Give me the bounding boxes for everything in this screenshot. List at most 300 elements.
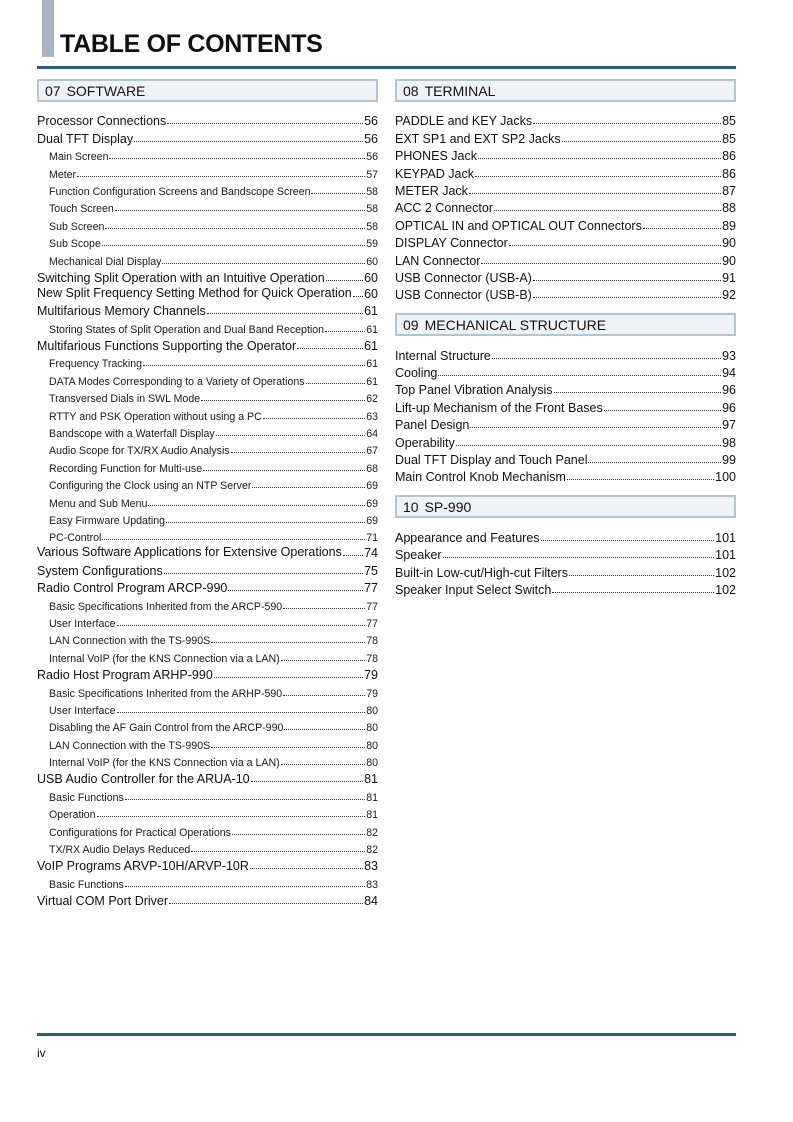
toc-subentry[interactable] xyxy=(37,440,378,457)
toc-subentry[interactable] xyxy=(37,752,378,769)
toc-entry[interactable] xyxy=(395,562,736,579)
entry-title: Top Panel Vibration Analysis xyxy=(395,383,553,398)
entry-page-number: 102 xyxy=(715,565,736,580)
toc-subentry[interactable] xyxy=(37,388,378,405)
dot-leader xyxy=(456,445,721,446)
entry-title: Transversed Dials in SWL Mode xyxy=(49,393,201,406)
toc-entry[interactable] xyxy=(395,146,736,163)
toc-subentry[interactable] xyxy=(37,215,378,232)
entry-title: Multifarious Functions Supporting the Operator xyxy=(37,339,297,354)
entry-page-number: 61 xyxy=(366,323,378,336)
dot-leader xyxy=(353,296,363,297)
entry-page-number: 60 xyxy=(364,286,378,301)
entry-page-number: 80 xyxy=(366,704,378,717)
entry-title: Basic Specifications Inherited from the ARCP-590 xyxy=(49,600,283,613)
entry-title: Panel Design xyxy=(395,418,470,433)
entry-title: Operability xyxy=(395,435,455,450)
entry-page-number: 59 xyxy=(366,238,378,251)
dot-leader xyxy=(77,176,365,177)
entry-page-number: 87 xyxy=(722,183,736,198)
toc-subentry[interactable] xyxy=(37,370,378,387)
entry-title: Lift-up Mechanism of the Front Bases xyxy=(395,400,603,415)
toc-subentry[interactable] xyxy=(37,786,378,803)
section-header xyxy=(395,79,736,102)
dot-leader xyxy=(203,470,365,471)
entry-page-number: 79 xyxy=(366,687,378,700)
dot-leader xyxy=(284,729,365,730)
entry-title: PADDLE and KEY Jacks xyxy=(395,114,533,129)
dot-leader xyxy=(148,505,365,506)
entry-page-number: 81 xyxy=(366,791,378,804)
entry-title: Basic Specifications Inherited from the ARHP-590 xyxy=(49,687,283,700)
dot-leader xyxy=(283,695,365,696)
dot-leader xyxy=(164,573,363,574)
dot-leader xyxy=(554,392,722,393)
toc-subentry[interactable] xyxy=(37,250,378,267)
entry-page-number: 96 xyxy=(722,400,736,415)
dot-leader xyxy=(228,590,363,591)
dot-leader xyxy=(541,540,715,541)
entry-page-number: 89 xyxy=(722,218,736,233)
dot-leader xyxy=(211,642,365,643)
entry-page-number: 100 xyxy=(715,470,736,485)
entry-title: VoIP Programs ARVP-10H/ARVP-10R xyxy=(37,859,249,874)
entry-title: Configuring the Clock using an NTP Server xyxy=(49,480,252,493)
entry-page-number: 86 xyxy=(722,166,736,181)
entry-title: PC-Control xyxy=(49,532,102,545)
entry-title: System Configurations xyxy=(37,563,163,578)
entry-title: New Split Frequency Setting Method for Quick Operation xyxy=(37,285,352,300)
toc-subentry[interactable] xyxy=(37,233,378,250)
entry-page-number: 58 xyxy=(366,185,378,198)
toc-entry[interactable] xyxy=(395,163,736,180)
dot-leader xyxy=(481,263,721,264)
toc-entry[interactable] xyxy=(37,578,378,595)
toc-subentry[interactable] xyxy=(37,510,378,527)
entry-page-number: 62 xyxy=(366,393,378,406)
toc-subentry[interactable] xyxy=(37,163,378,180)
dot-leader xyxy=(117,625,366,626)
section-title: SOFTWARE xyxy=(66,82,146,99)
toc-entry[interactable] xyxy=(395,268,736,285)
entry-page-number: 69 xyxy=(366,497,378,510)
entry-page-number: 56 xyxy=(364,131,378,146)
dot-leader xyxy=(166,522,365,523)
entry-page-number: 81 xyxy=(364,772,378,787)
entry-title: Main Screen xyxy=(49,151,109,164)
dot-leader xyxy=(325,331,365,332)
dot-leader xyxy=(251,781,363,782)
toc-entry[interactable] xyxy=(37,856,378,873)
toc-subentry[interactable] xyxy=(37,821,378,838)
entry-title: Sub Screen xyxy=(49,220,105,233)
entry-title: Multifarious Memory Channels xyxy=(37,304,206,319)
entry-title: Frequency Tracking xyxy=(49,358,143,371)
toc-subentry[interactable] xyxy=(37,595,378,612)
dot-leader xyxy=(231,452,366,453)
entry-title: Basic Functions xyxy=(49,878,124,891)
toc-subentry[interactable] xyxy=(37,700,378,717)
dot-leader xyxy=(469,193,721,194)
toc-entry[interactable] xyxy=(395,397,736,414)
footer-divider xyxy=(37,1033,736,1036)
entry-page-number: 82 xyxy=(366,826,378,839)
entry-title: Operation xyxy=(49,809,96,822)
section-number: 10 xyxy=(403,498,419,515)
dot-leader xyxy=(125,799,365,800)
entry-page-number: 56 xyxy=(366,151,378,164)
section-number: 07 xyxy=(45,82,61,99)
dot-leader xyxy=(211,747,365,748)
entry-page-number: 85 xyxy=(722,114,736,129)
toc-entry[interactable] xyxy=(37,544,378,560)
entry-page-number: 101 xyxy=(715,548,736,563)
entry-page-number: 60 xyxy=(366,255,378,268)
entry-page-number: 83 xyxy=(364,859,378,874)
entry-title: Radio Control Program ARCP-990 xyxy=(37,581,228,596)
dot-leader xyxy=(263,418,365,419)
toc-subentry[interactable] xyxy=(37,613,378,630)
entry-page-number: 63 xyxy=(366,410,378,423)
entry-title: Processor Connections xyxy=(37,114,167,129)
entry-title: EXT SP1 and EXT SP2 Jacks xyxy=(395,131,561,146)
entry-page-number: 90 xyxy=(722,236,736,251)
entry-title: Speaker Input Select Switch xyxy=(395,582,552,597)
dot-leader xyxy=(191,851,365,852)
section-title: MECHANICAL STRUCTURE xyxy=(424,316,607,333)
dot-leader xyxy=(162,263,365,264)
dot-leader xyxy=(569,575,714,576)
entry-page-number: 78 xyxy=(366,652,378,665)
entry-page-number: 99 xyxy=(722,453,736,468)
dot-leader xyxy=(604,410,721,411)
entry-title: Touch Screen xyxy=(49,203,114,216)
dot-leader xyxy=(281,764,366,765)
entry-page-number: 64 xyxy=(366,428,378,441)
right-column xyxy=(395,79,736,597)
toc-subentry[interactable] xyxy=(37,405,378,422)
dot-leader xyxy=(201,400,365,401)
toc-subentry[interactable] xyxy=(37,423,378,440)
entry-page-number: 91 xyxy=(722,270,736,285)
dot-leader xyxy=(438,375,721,376)
dot-leader xyxy=(509,245,721,246)
entry-title: Cooling xyxy=(395,366,438,381)
entry-title: USB Audio Controller for the ARUA-10 xyxy=(37,772,250,787)
entry-page-number: 80 xyxy=(366,757,378,770)
toc-entry-list xyxy=(395,345,736,484)
section-title: SP-990 xyxy=(424,498,472,515)
toc-subentry[interactable] xyxy=(37,475,378,492)
toc-subentry[interactable] xyxy=(37,146,378,163)
toc-entry[interactable] xyxy=(395,450,736,467)
toc-entry[interactable] xyxy=(37,111,378,128)
toc-entry[interactable] xyxy=(37,665,378,682)
dot-leader xyxy=(115,210,365,211)
toc-entry[interactable] xyxy=(395,380,736,397)
entry-page-number: 90 xyxy=(722,253,736,268)
dot-leader xyxy=(443,557,715,558)
toc-entry[interactable] xyxy=(37,301,378,318)
dot-leader xyxy=(216,435,366,436)
entry-title: USB Connector (USB-B) xyxy=(395,288,532,303)
dot-leader xyxy=(207,313,363,314)
entry-title: Dual TFT Display and Touch Panel xyxy=(395,453,588,468)
dot-leader xyxy=(533,280,721,281)
entry-page-number: 61 xyxy=(366,358,378,371)
entry-title: Menu and Sub Menu xyxy=(49,497,148,510)
dot-leader xyxy=(567,479,714,480)
section-header xyxy=(395,495,736,518)
entry-title: Function Configuration Screens and Bandscope Screen xyxy=(49,185,311,198)
entry-page-number: 61 xyxy=(364,339,378,354)
dot-leader xyxy=(562,141,721,142)
entry-title: LAN Connector xyxy=(395,253,481,268)
toc-entry[interactable] xyxy=(395,250,736,267)
entry-title: Bandscope with a Waterfall Display xyxy=(49,428,215,441)
dot-leader xyxy=(125,886,365,887)
dot-leader xyxy=(105,228,365,229)
dot-leader xyxy=(492,358,721,359)
toc-entry[interactable] xyxy=(37,336,378,353)
dot-leader xyxy=(169,903,363,904)
dot-leader xyxy=(102,539,365,540)
entry-page-number: 77 xyxy=(366,600,378,613)
toc-entry[interactable] xyxy=(395,215,736,232)
entry-page-number: 78 xyxy=(366,635,378,648)
entry-title: Various Software Applications for Extensive Operations xyxy=(37,545,342,560)
entry-title: ACC 2 Connector xyxy=(395,201,493,216)
toc-entry[interactable] xyxy=(395,181,736,198)
entry-page-number: 60 xyxy=(364,270,378,285)
header-accent-bar xyxy=(42,0,54,57)
dot-leader xyxy=(311,193,365,194)
entry-page-number: 86 xyxy=(722,149,736,164)
entry-title: Sub Scope xyxy=(49,238,101,251)
entry-page-number: 84 xyxy=(364,894,378,909)
entry-title: Radio Host Program ARHP-990 xyxy=(37,668,213,683)
section-header xyxy=(395,313,736,336)
toc-entry[interactable] xyxy=(395,111,736,128)
toc-entry-list xyxy=(395,111,736,302)
dot-leader xyxy=(326,280,363,281)
toc-entry[interactable] xyxy=(395,527,736,544)
toc-section xyxy=(395,313,736,484)
entry-title: Virtual COM Port Driver xyxy=(37,894,169,909)
entry-page-number: 85 xyxy=(722,131,736,146)
entry-page-number: 57 xyxy=(366,168,378,181)
left-column xyxy=(37,79,378,908)
toc-subentry[interactable] xyxy=(37,198,378,215)
entry-title: Internal VoIP (for the KNS Connection via a LAN) xyxy=(49,757,280,770)
entry-page-number: 93 xyxy=(722,348,736,363)
section-header xyxy=(37,79,378,102)
entry-title: Main Control Knob Mechanism xyxy=(395,470,566,485)
toc-subentry[interactable] xyxy=(37,647,378,664)
entry-page-number: 97 xyxy=(722,418,736,433)
entry-title: Easy Firmware Updating xyxy=(49,514,165,527)
toc-entry[interactable] xyxy=(395,285,736,302)
dot-leader xyxy=(97,816,366,817)
entry-page-number: 77 xyxy=(364,581,378,596)
toc-entry[interactable] xyxy=(395,467,736,484)
entry-page-number: 79 xyxy=(364,668,378,683)
toc-entry[interactable] xyxy=(37,268,378,285)
toc-subentry[interactable] xyxy=(37,181,378,198)
dot-leader xyxy=(214,677,363,678)
dot-leader xyxy=(232,834,365,835)
dot-leader xyxy=(470,427,721,428)
toc-entry[interactable] xyxy=(395,198,736,215)
entry-title: KEYPAD Jack xyxy=(395,166,474,181)
entry-page-number: 92 xyxy=(722,288,736,303)
entry-page-number: 61 xyxy=(366,375,378,388)
entry-page-number: 80 xyxy=(366,739,378,752)
toc-subentry[interactable] xyxy=(37,804,378,821)
entry-page-number: 71 xyxy=(366,532,378,545)
entry-title: DISPLAY Connector xyxy=(395,236,508,251)
entry-title: User Interface xyxy=(49,617,116,630)
entry-title: USB Connector (USB-A) xyxy=(395,270,532,285)
section-title: TERMINAL xyxy=(424,82,496,99)
toc-entry-list xyxy=(37,111,378,908)
dot-leader xyxy=(343,555,363,556)
entry-title: Appearance and Features xyxy=(395,530,540,545)
dot-leader xyxy=(297,348,363,349)
toc-entry[interactable] xyxy=(37,769,378,786)
dot-leader xyxy=(533,297,721,298)
entry-title: Disabling the AF Gain Control from the ARCP-990 xyxy=(49,722,284,735)
toc-entry[interactable] xyxy=(395,233,736,250)
entry-page-number: 80 xyxy=(366,722,378,735)
entry-page-number: 75 xyxy=(364,563,378,578)
dot-leader xyxy=(134,141,363,142)
toc-subentry[interactable] xyxy=(37,318,378,335)
entry-title: User Interface xyxy=(49,704,116,717)
entry-page-number: 98 xyxy=(722,435,736,450)
toc-subentry[interactable] xyxy=(37,873,378,890)
entry-title: Recording Function for Multi-use xyxy=(49,462,203,475)
toc-subentry[interactable] xyxy=(37,353,378,370)
toc-subentry[interactable] xyxy=(37,630,378,647)
toc-subentry[interactable] xyxy=(37,717,378,734)
entry-page-number: 101 xyxy=(715,530,736,545)
dot-leader xyxy=(306,383,366,384)
entry-title: Dual TFT Display xyxy=(37,131,134,146)
toc-entry[interactable] xyxy=(395,580,736,597)
entry-page-number: 77 xyxy=(366,617,378,630)
dot-leader xyxy=(102,245,365,246)
dot-leader xyxy=(478,158,721,159)
entry-title: TX/RX Audio Delays Reduced xyxy=(49,844,191,857)
title-divider xyxy=(37,66,736,69)
toc-subentry[interactable] xyxy=(37,682,378,699)
entry-page-number: 74 xyxy=(364,546,378,561)
entry-page-number: 58 xyxy=(366,203,378,216)
toc-entry[interactable] xyxy=(395,415,736,432)
entry-title: Internal VoIP (for the KNS Connection via a LAN) xyxy=(49,652,280,665)
dot-leader xyxy=(167,123,363,124)
entry-title: Speaker xyxy=(395,548,442,563)
dot-leader xyxy=(475,176,721,177)
entry-title: RTTY and PSK Operation without using a PC xyxy=(49,410,262,423)
toc-entry[interactable] xyxy=(395,128,736,145)
toc-entry[interactable] xyxy=(395,432,736,449)
entry-title: Configurations for Practical Operations xyxy=(49,826,231,839)
dot-leader xyxy=(588,462,721,463)
toc-entry[interactable] xyxy=(37,128,378,145)
toc-subentry[interactable] xyxy=(37,492,378,509)
page-number: iv xyxy=(37,1046,46,1060)
toc-entry-list xyxy=(395,527,736,597)
toc-subentry[interactable] xyxy=(37,527,378,544)
toc-section xyxy=(395,79,736,302)
dot-leader xyxy=(283,608,365,609)
entry-page-number: 68 xyxy=(366,462,378,475)
dot-leader xyxy=(109,158,365,159)
dot-leader xyxy=(494,210,721,211)
entry-page-number: 56 xyxy=(364,114,378,129)
toc-subentry[interactable] xyxy=(37,457,378,474)
entry-title: LAN Connection with the TS-990S xyxy=(49,739,211,752)
dot-leader xyxy=(533,123,721,124)
entry-page-number: 83 xyxy=(366,878,378,891)
dot-leader xyxy=(643,228,721,229)
page-title: TABLE OF CONTENTS xyxy=(60,30,323,58)
entry-title: Built-in Low-cut/High-cut Filters xyxy=(395,565,568,580)
entry-title: LAN Connection with the TS-990S xyxy=(49,635,211,648)
dot-leader xyxy=(552,592,714,593)
toc-entry[interactable] xyxy=(395,345,736,362)
toc-entry[interactable] xyxy=(395,545,736,562)
entry-title: Storing States of Split Operation and Dual Band Reception xyxy=(49,323,325,336)
entry-page-number: 88 xyxy=(722,201,736,216)
entry-page-number: 67 xyxy=(366,445,378,458)
entry-title: Mechanical Dial Display xyxy=(49,255,162,268)
entry-page-number: 102 xyxy=(715,582,736,597)
toc-entry[interactable] xyxy=(37,560,378,577)
entry-page-number: 69 xyxy=(366,514,378,527)
entry-title: Audio Scope for TX/RX Audio Analysis xyxy=(49,445,230,458)
entry-title: PHONES Jack xyxy=(395,149,477,164)
entry-title: Switching Split Operation with an Intuitive Operation xyxy=(37,270,325,285)
entry-title: Meter xyxy=(49,168,77,181)
entry-title: DATA Modes Corresponding to a Variety of Operations xyxy=(49,375,305,388)
entry-page-number: 69 xyxy=(366,480,378,493)
entry-page-number: 61 xyxy=(364,304,378,319)
toc-section xyxy=(395,495,736,597)
entry-page-number: 82 xyxy=(366,844,378,857)
dot-leader xyxy=(143,365,365,366)
entry-title: OPTICAL IN and OPTICAL OUT Connectors xyxy=(395,218,642,233)
toc-entry[interactable] xyxy=(37,285,378,301)
toc-subentry[interactable] xyxy=(37,839,378,856)
toc-section xyxy=(37,79,378,908)
entry-page-number: 96 xyxy=(722,383,736,398)
dot-leader xyxy=(252,487,365,488)
dot-leader xyxy=(250,868,363,869)
entry-page-number: 94 xyxy=(722,366,736,381)
toc-entry[interactable] xyxy=(37,891,378,908)
toc-subentry[interactable] xyxy=(37,734,378,751)
entry-title: METER Jack xyxy=(395,183,468,198)
section-number: 09 xyxy=(403,316,419,333)
dot-leader xyxy=(281,660,366,661)
entry-page-number: 81 xyxy=(366,809,378,822)
dot-leader xyxy=(117,712,366,713)
toc-entry[interactable] xyxy=(395,363,736,380)
section-number: 08 xyxy=(403,82,419,99)
